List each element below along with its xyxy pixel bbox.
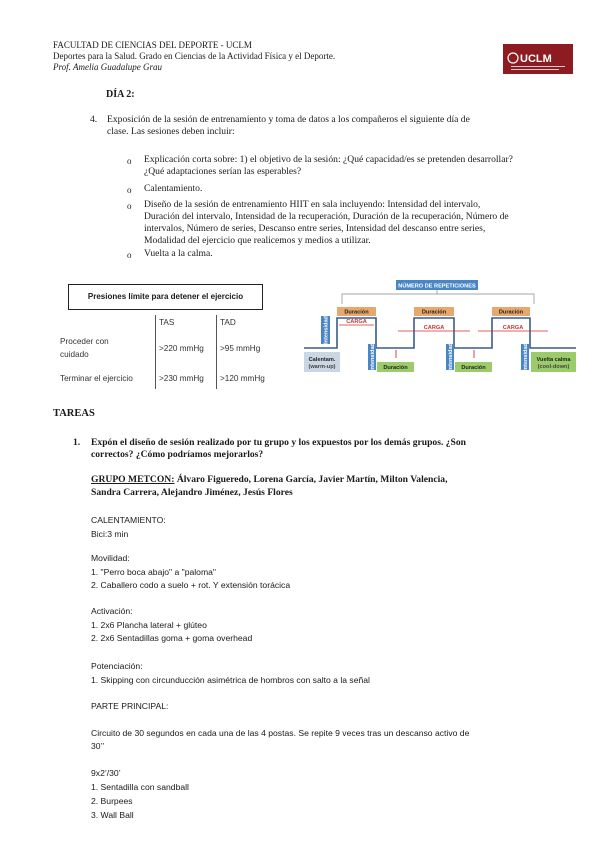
bullet: o bbox=[127, 201, 132, 211]
row-label: Proceder con bbox=[60, 337, 109, 346]
row-label: cuidado bbox=[60, 350, 89, 359]
rest-duration-label: Duración bbox=[461, 365, 486, 371]
pressure-table bbox=[57, 284, 266, 389]
bullet: o bbox=[127, 185, 132, 195]
main-part-title: PARTE PRINCIPAL: bbox=[91, 701, 169, 711]
intensity-label: Intensidad bbox=[370, 343, 376, 371]
header-course: Deportes para la Salud. Grado en Ciencias de la Actividad Física y el Deporte. bbox=[53, 51, 336, 61]
duration-label: Duración bbox=[421, 309, 447, 316]
load-label: CARGA bbox=[423, 325, 445, 331]
intensity-label: Intensidad bbox=[523, 343, 529, 371]
task-text-line-1: Expón el diseño de sesión realizado por tu grupo y los expuestos por los demás grupos. ¿Son bbox=[91, 437, 467, 448]
bullet: o bbox=[127, 156, 132, 166]
task-number: 1. bbox=[73, 437, 81, 448]
tas-value: >230 mmHg bbox=[156, 367, 217, 389]
tas-value: >220 mmHg bbox=[156, 329, 217, 367]
warmup-label: Calentam. bbox=[308, 357, 336, 363]
activation-item: 1. 2x6 Plancha lateral + glúteo bbox=[91, 620, 207, 630]
exercise-item: 1. Sentadilla con sandball bbox=[91, 782, 189, 792]
cooldown-label: Vuelta calma bbox=[536, 357, 571, 363]
hiit-diagram bbox=[302, 276, 578, 376]
col-tad: TAD bbox=[217, 315, 267, 329]
scheme: 9x2’/30’ bbox=[91, 768, 121, 778]
header-professor: Prof. Amelia Guadalupe Grau bbox=[53, 62, 162, 72]
subitem-cooldown: Vuelta a la calma. bbox=[144, 248, 213, 259]
tad-value: >120 mmHg bbox=[217, 367, 267, 389]
cooldown-sub: (cool-down) bbox=[537, 364, 570, 370]
group-label: GRUPO METCON: bbox=[91, 474, 175, 485]
col-tas: TAS bbox=[156, 315, 217, 329]
subitem-design-4: Modalidad del ejercicio que realicemos y medios a utilizar. bbox=[144, 235, 371, 246]
load-label: CARGA bbox=[502, 325, 524, 331]
pressure-table-title: Presiones límite para detener el ejercicio bbox=[68, 284, 263, 310]
subitem-design-1: Diseño de la sesión de entrenamiento HIIT en sala incluyendo: Intensidad del intervalo, bbox=[144, 199, 481, 210]
group-line-1 bbox=[91, 474, 447, 486]
mobility-item: 2. Caballero codo a suelo + rot. Y extensión torácica bbox=[91, 580, 291, 590]
day-title: DÍA 2: bbox=[106, 89, 135, 100]
bike-line: Bici:3 min bbox=[91, 529, 129, 539]
group-members: Álvaro Figueredo, Lorena García, Javier Martín, Milton Valencia, bbox=[174, 474, 448, 485]
subitem-design-2: Duración del intervalo, Intensidad de la recuperación, Duración de la recuperación, Número de bbox=[144, 211, 509, 222]
subitem-warmup: Calentamiento. bbox=[144, 183, 203, 194]
bullet: o bbox=[127, 250, 132, 260]
mobility-title: Movilidad: bbox=[91, 553, 130, 563]
row-label: Terminar el ejercicio bbox=[60, 373, 133, 383]
potentiation-item: 1. Skipping con circunducción asimétrica de hombros con salto a la señal bbox=[91, 675, 370, 685]
duration-label: Duración bbox=[498, 309, 524, 316]
rest-duration-label: Duración bbox=[383, 365, 408, 371]
potentiation-title: Potenciación: bbox=[91, 661, 143, 671]
repetitions-label: NÚMERO DE REPETICIONES bbox=[398, 283, 476, 290]
intensity-label: Intensidad bbox=[323, 316, 330, 344]
circuit-line-2: 30’’ bbox=[91, 741, 105, 751]
warmup-title: CALENTAMIENTO: bbox=[91, 515, 166, 525]
item-text-line-2: clase. Las sesiones deben incluir: bbox=[107, 126, 235, 137]
mobility-item: 1. "Perro boca abajo" a "paloma" bbox=[91, 567, 216, 577]
subitem-objective-2: ¿Qué adaptaciones serían las esperables? bbox=[144, 166, 302, 177]
group-line-2: Sandra Carrera, Alejandro Jiménez, Jesús Flores bbox=[91, 487, 293, 498]
uclm-logo bbox=[503, 44, 573, 74]
exercise-item: 3. Wall Ball bbox=[91, 810, 134, 820]
tasks-title: TAREAS bbox=[53, 408, 95, 419]
item-text-line-1: Exposición de la sesión de entrenamiento y toma de datos a los compañeros el siguiente día de bbox=[107, 114, 470, 125]
duration-label: Duración bbox=[344, 309, 369, 316]
activation-title: Activación: bbox=[91, 606, 133, 616]
header-faculty: FACULTAD DE CIENCIAS DEL DEPORTE - UCLM bbox=[53, 40, 252, 50]
warmup-sub: (warm-up) bbox=[308, 364, 336, 370]
load-label: CARGA bbox=[346, 319, 367, 325]
intensity-label: Intensidad bbox=[448, 343, 454, 371]
activation-item: 2. 2x6 Sentadillas goma + goma overhead bbox=[91, 633, 253, 643]
logo-text: UCLM bbox=[520, 53, 552, 65]
item-number: 4. bbox=[90, 114, 98, 125]
circuit-line-1: Circuito de 30 segundos en cada una de las 4 postas. Se repite 9 veces tras un descanso activo de bbox=[91, 728, 470, 738]
task-text-line-2: correctos? ¿Cómo podríamos mejorarlos? bbox=[91, 449, 264, 460]
tad-value: >95 mmHg bbox=[217, 329, 267, 367]
subitem-objective-1: Explicación corta sobre: 1) el objetivo de la sesión: ¿Qué capacidad/es se pretenden desarrollar? bbox=[144, 154, 513, 165]
subitem-design-3: intervalos, Número de series, Descanso entre series, Intensidad del descanso entre series, bbox=[144, 223, 486, 234]
exercise-item: 2. Burpees bbox=[91, 796, 133, 806]
